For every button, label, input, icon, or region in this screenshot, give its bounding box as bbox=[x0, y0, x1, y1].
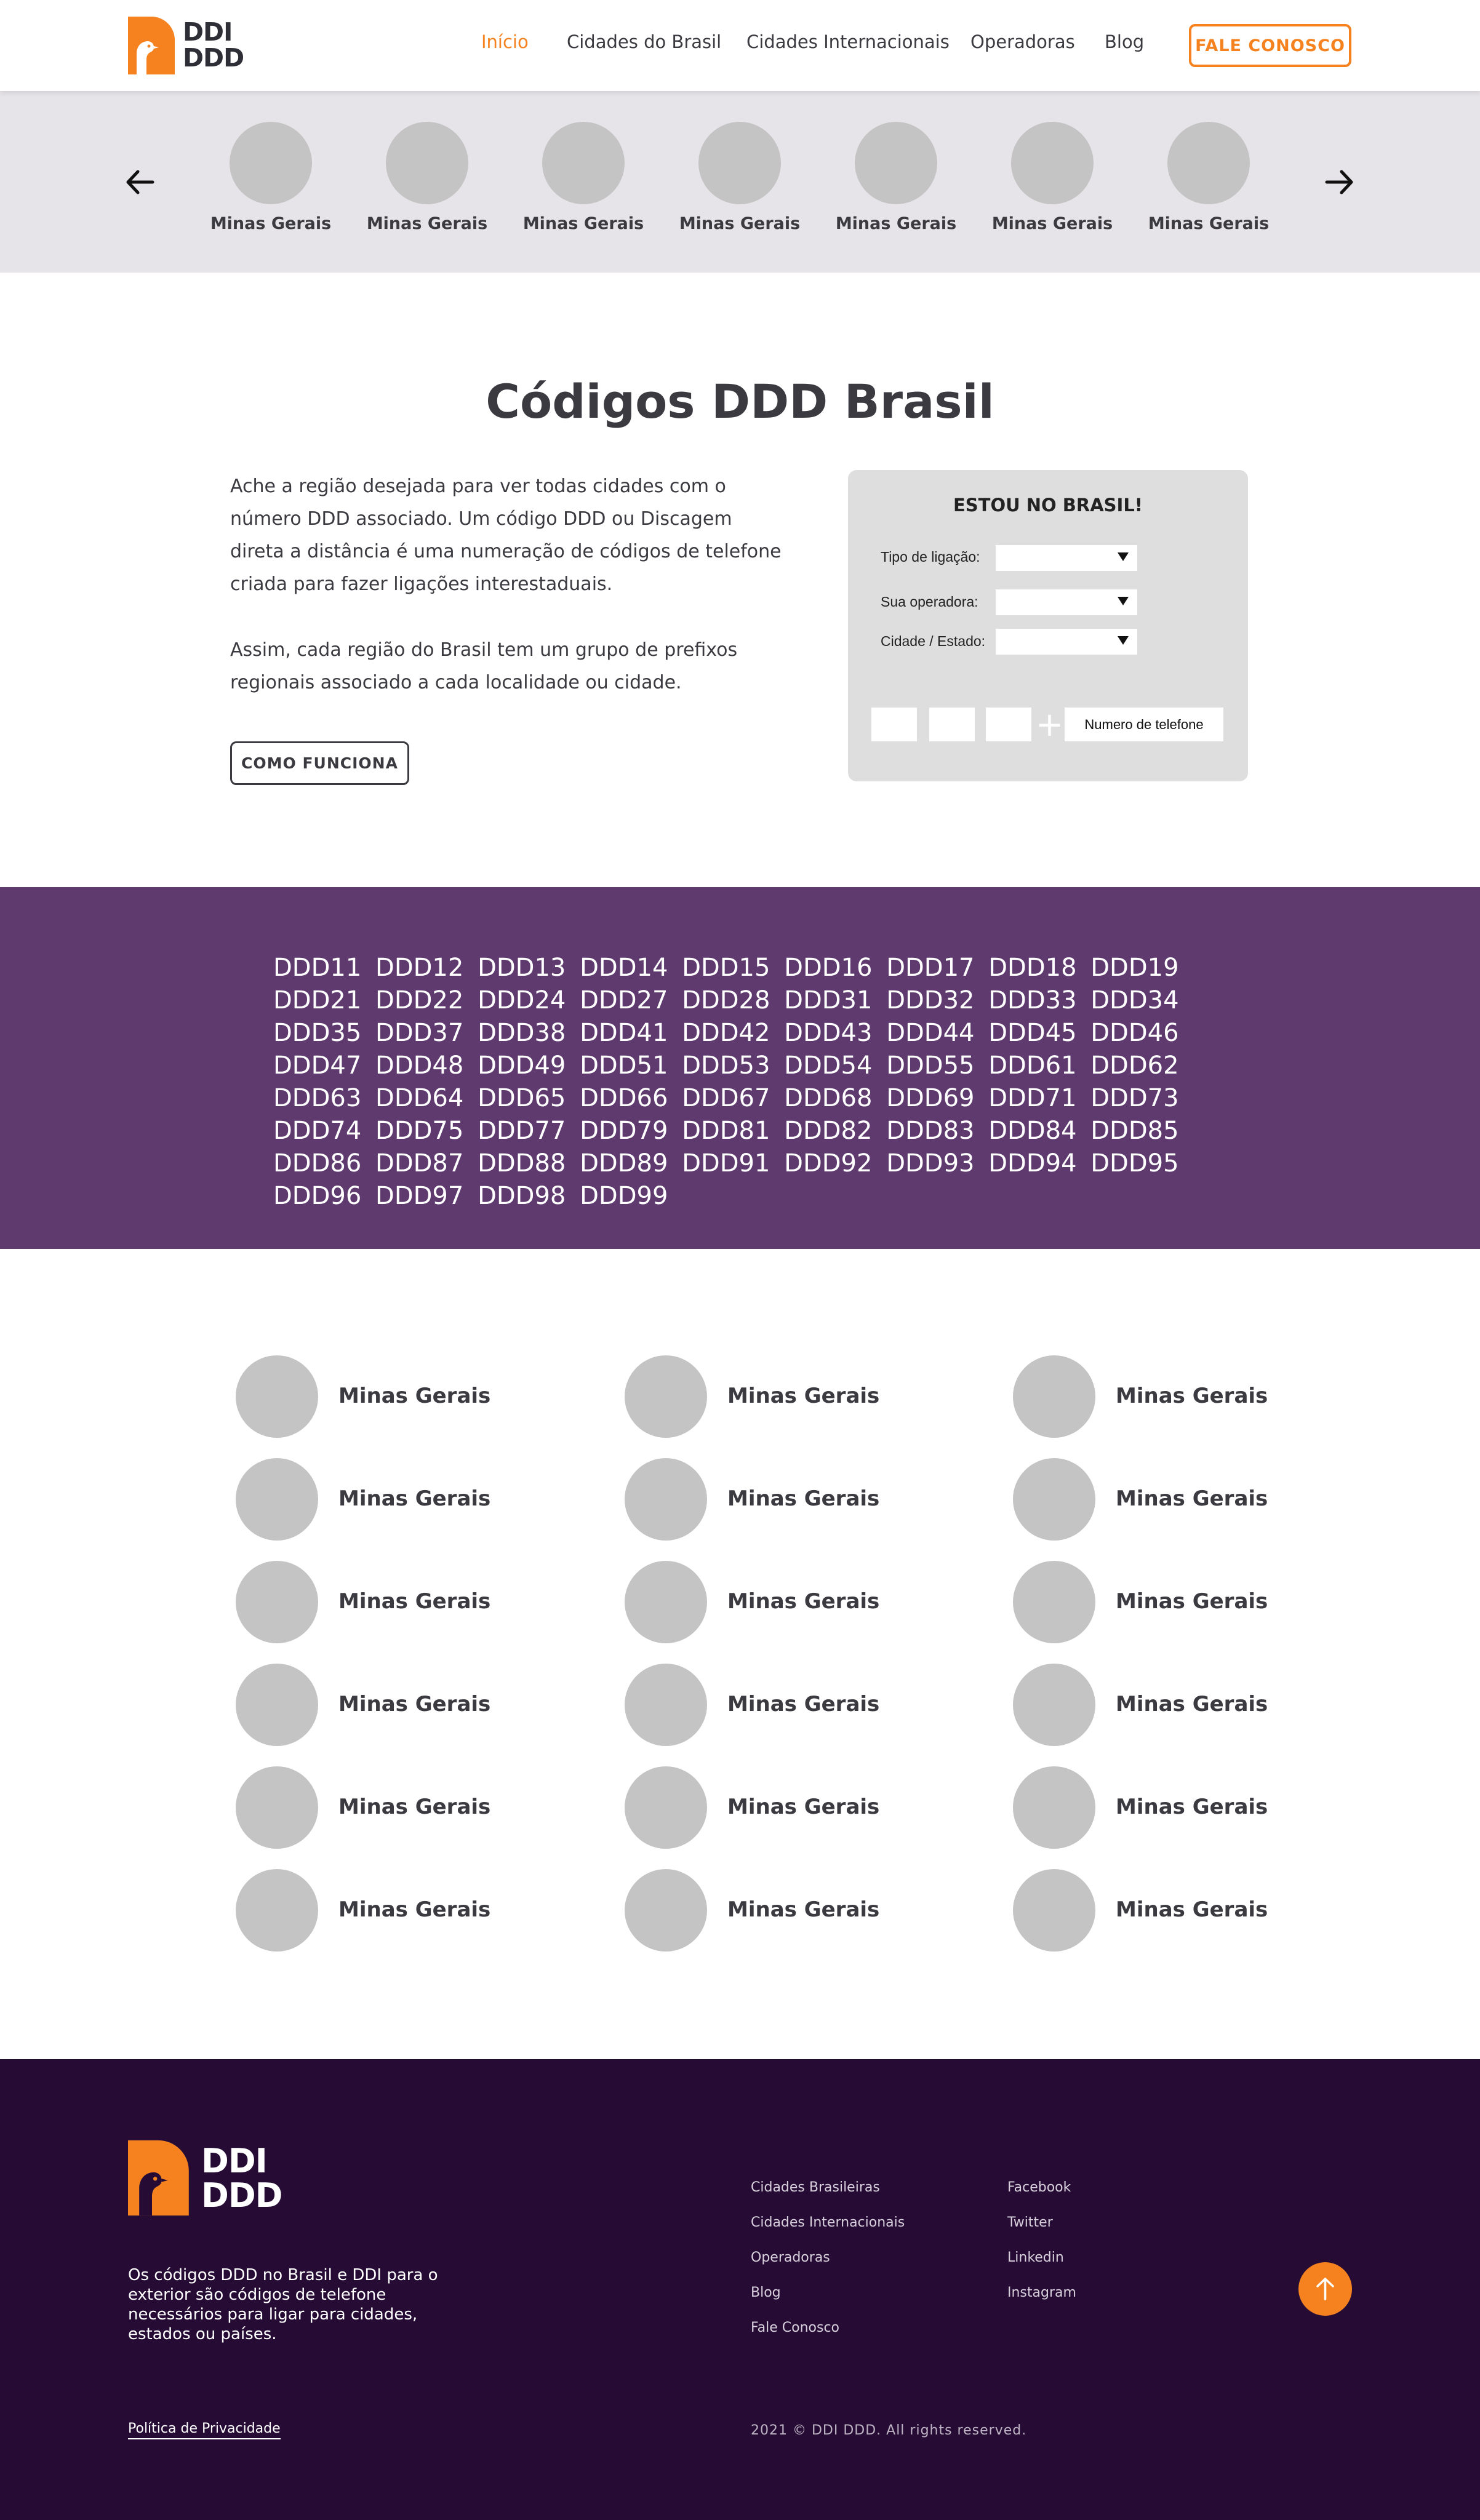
ddd-code-link[interactable]: DDD12 bbox=[375, 954, 464, 982]
ddd-code-link[interactable]: DDD13 bbox=[478, 954, 566, 982]
ddd-code-link[interactable]: DDD19 bbox=[1090, 954, 1179, 982]
ddd-code-link[interactable]: DDD62 bbox=[1090, 1051, 1179, 1080]
nav-cidades-brasil[interactable]: Cidades do Brasil bbox=[567, 31, 722, 52]
footer-link-twitter[interactable]: Twitter bbox=[1007, 2215, 1053, 2230]
state-grid-label: Minas Gerais bbox=[1116, 1795, 1268, 1819]
ddd-code-link[interactable]: DDD17 bbox=[886, 954, 975, 982]
ddd-code-link[interactable]: DDD81 bbox=[682, 1117, 770, 1145]
ddd-code-link[interactable]: DDD42 bbox=[682, 1019, 770, 1047]
carousel-item-label: Minas Gerais bbox=[991, 214, 1113, 233]
ddd-code-link[interactable]: DDD79 bbox=[580, 1117, 668, 1145]
ddd-code-link[interactable]: DDD33 bbox=[988, 986, 1077, 1015]
carousel-item[interactable] bbox=[834, 122, 958, 233]
state-image bbox=[386, 122, 468, 204]
logo[interactable] bbox=[128, 17, 242, 74]
ddd-code-link[interactable]: DDD37 bbox=[375, 1019, 464, 1047]
carousel-item-label: Minas Gerais bbox=[366, 214, 488, 233]
ddd-code-link[interactable]: DDD97 bbox=[375, 1182, 464, 1210]
carousel-item[interactable] bbox=[209, 122, 332, 233]
carousel-item[interactable] bbox=[1147, 122, 1270, 233]
state-image bbox=[625, 1869, 707, 1952]
dropdown-arrow-icon bbox=[1118, 636, 1129, 645]
footer-link-cidades-internacionais[interactable]: Cidades Internacionais bbox=[751, 2215, 905, 2230]
how-it-works-button[interactable]: COMO FUNCIONA bbox=[230, 741, 409, 785]
intro-paragraph: Ache a região desejada para ver todas cidades com o número DDD associado. Um código DDD ou Discagem direta a distância é uma numeração de códigos de telefone criada para fazer ligações interestaduais. bbox=[230, 476, 782, 595]
logo-text: DDI DDD bbox=[183, 17, 244, 73]
state-grid-label: Minas Gerais bbox=[338, 1692, 491, 1717]
state-grid-label: Minas Gerais bbox=[1116, 1692, 1268, 1717]
state-image bbox=[542, 122, 625, 204]
ddd-code-link[interactable]: DDD46 bbox=[1090, 1019, 1179, 1047]
phone-number-input[interactable]: Numero de telefone bbox=[1065, 708, 1223, 741]
country-code-input[interactable] bbox=[871, 708, 917, 741]
state-grid-item[interactable] bbox=[625, 1766, 969, 1849]
state-grid-item[interactable] bbox=[1013, 1561, 1358, 1643]
state-grid-label: Minas Gerais bbox=[338, 1795, 491, 1819]
ddd-code-link[interactable]: DDD95 bbox=[1090, 1149, 1179, 1178]
ddd-code-link[interactable]: DDD34 bbox=[1090, 986, 1179, 1015]
state-grid-label: Minas Gerais bbox=[727, 1384, 880, 1408]
states-carousel bbox=[0, 91, 1480, 273]
ddd-code-link[interactable]: DDD55 bbox=[886, 1051, 975, 1080]
ddd-code-link[interactable]: DDD96 bbox=[273, 1182, 362, 1210]
ddd-code-link[interactable]: DDD21 bbox=[273, 986, 362, 1015]
page-title: Códigos DDD Brasil bbox=[486, 374, 994, 429]
form-title: ESTOU NO BRASIL! bbox=[953, 495, 1143, 516]
ddd-code-link[interactable]: DDD89 bbox=[580, 1149, 668, 1178]
ddd-code-link[interactable]: DDD18 bbox=[988, 954, 1077, 982]
arrow-right-icon[interactable] bbox=[1324, 164, 1355, 201]
state-image bbox=[236, 1355, 318, 1438]
ddd-code-link[interactable]: DDD28 bbox=[682, 986, 770, 1015]
state-image bbox=[855, 122, 937, 204]
carousel-item-label: Minas Gerais bbox=[1148, 214, 1270, 233]
ddd-code-link[interactable]: DDD82 bbox=[784, 1117, 873, 1145]
nav-inicio[interactable]: Início bbox=[481, 31, 529, 52]
nav-cidades-internacionais[interactable]: Cidades Internacionais bbox=[746, 31, 950, 52]
state-grid-item[interactable] bbox=[236, 1355, 580, 1438]
bird-logo-icon bbox=[128, 17, 177, 74]
ddd-code-link[interactable]: DDD99 bbox=[580, 1182, 668, 1210]
operator-select[interactable] bbox=[996, 589, 1137, 615]
footer-logo-text: DDI DDD bbox=[201, 2142, 282, 2215]
state-grid-item[interactable] bbox=[1013, 1458, 1358, 1541]
nav-operadoras[interactable]: Operadoras bbox=[970, 31, 1075, 52]
site-footer bbox=[0, 2059, 1480, 2520]
dropdown-arrow-icon bbox=[1118, 552, 1129, 561]
ddd-code-link[interactable]: DDD27 bbox=[580, 986, 668, 1015]
state-image bbox=[625, 1664, 707, 1746]
carousel-item[interactable] bbox=[991, 122, 1114, 233]
state-grid-label: Minas Gerais bbox=[1116, 1384, 1268, 1408]
operator-code-input[interactable] bbox=[929, 708, 975, 741]
ddd-code-link[interactable]: DDD67 bbox=[682, 1084, 770, 1112]
state-grid-label: Minas Gerais bbox=[727, 1692, 880, 1717]
area-code-input[interactable] bbox=[986, 708, 1031, 741]
state-image bbox=[236, 1664, 318, 1746]
state-grid-label: Minas Gerais bbox=[338, 1384, 491, 1408]
carousel-item-label: Minas Gerais bbox=[522, 214, 644, 233]
footer-link-linkedin[interactable]: Linkedin bbox=[1007, 2250, 1064, 2265]
state-image bbox=[1013, 1355, 1095, 1438]
state-image bbox=[1013, 1766, 1095, 1849]
ddd-code-link[interactable]: DDD44 bbox=[886, 1019, 975, 1047]
footer-link-cidades-brasileiras[interactable]: Cidades Brasileiras bbox=[751, 2180, 880, 2195]
ddd-code-link[interactable]: DDD45 bbox=[988, 1019, 1077, 1047]
footer-logo[interactable] bbox=[128, 2139, 282, 2217]
ddd-code-link[interactable]: DDD85 bbox=[1090, 1117, 1179, 1145]
ddd-code-link[interactable]: DDD15 bbox=[682, 954, 770, 982]
state-image bbox=[1167, 122, 1250, 204]
state-image bbox=[698, 122, 781, 204]
state-grid-item[interactable] bbox=[625, 1664, 969, 1746]
contact-button[interactable]: FALE CONOSCO bbox=[1189, 24, 1351, 67]
state-grid-item[interactable] bbox=[1013, 1869, 1358, 1952]
state-grid-label: Minas Gerais bbox=[727, 1897, 880, 1922]
carousel-item-label: Minas Gerais bbox=[835, 214, 957, 233]
intro-paragraph-2: Assim, cada região do Brasil tem um grupo de prefixos regionais associado a cada localidade ou cidade. bbox=[230, 639, 738, 693]
state-grid-label: Minas Gerais bbox=[727, 1795, 880, 1819]
state-grid-item[interactable] bbox=[236, 1869, 580, 1952]
ddd-code-link[interactable]: DDD43 bbox=[784, 1019, 873, 1047]
ddd-code-link[interactable]: DDD74 bbox=[273, 1117, 362, 1145]
ddd-code-link[interactable]: DDD16 bbox=[784, 954, 873, 982]
ddd-code-link[interactable]: DDD83 bbox=[886, 1117, 975, 1145]
ddd-code-link[interactable]: DDD73 bbox=[1090, 1084, 1179, 1112]
state-grid-label: Minas Gerais bbox=[1116, 1589, 1268, 1614]
ddd-code-link[interactable]: DDD94 bbox=[988, 1149, 1077, 1178]
bird-logo-icon bbox=[128, 2139, 192, 2217]
footer-link-blog[interactable]: Blog bbox=[751, 2285, 781, 2300]
state-grid-label: Minas Gerais bbox=[338, 1897, 491, 1922]
state-grid-item[interactable] bbox=[1013, 1766, 1358, 1849]
ddd-code-link[interactable]: DDD48 bbox=[375, 1051, 464, 1080]
ddd-code-link[interactable]: DDD35 bbox=[273, 1019, 362, 1047]
state-grid-item[interactable] bbox=[625, 1355, 969, 1438]
carousel-item[interactable] bbox=[522, 122, 645, 233]
carousel-item-label: Minas Gerais bbox=[679, 214, 801, 233]
state-grid-label: Minas Gerais bbox=[727, 1486, 880, 1511]
ddd-codes-section bbox=[0, 887, 1480, 1249]
arrow-up-icon bbox=[1298, 2262, 1352, 2316]
ddd-code-link[interactable]: DDD64 bbox=[375, 1084, 464, 1112]
call-form-panel bbox=[848, 470, 1248, 781]
site-header bbox=[0, 0, 1480, 91]
ddd-code-link[interactable]: DDD69 bbox=[886, 1084, 975, 1112]
ddd-code-list bbox=[273, 952, 1233, 1213]
state-grid-item[interactable] bbox=[236, 1766, 580, 1849]
carousel-item-label: Minas Gerais bbox=[210, 214, 332, 233]
ddd-code-link[interactable]: DDD22 bbox=[375, 986, 464, 1015]
ddd-code-link[interactable]: DDD53 bbox=[682, 1051, 770, 1080]
ddd-code-link[interactable]: DDD91 bbox=[682, 1149, 770, 1178]
ddd-code-link[interactable]: DDD47 bbox=[273, 1051, 362, 1080]
footer-link-instagram[interactable]: Instagram bbox=[1007, 2285, 1076, 2300]
state-grid-item[interactable] bbox=[625, 1561, 969, 1643]
state-grid-item[interactable] bbox=[625, 1869, 969, 1952]
ddd-code-link[interactable]: DDD51 bbox=[580, 1051, 668, 1080]
ddd-code-link[interactable]: DDD88 bbox=[478, 1149, 566, 1178]
state-image bbox=[1013, 1869, 1095, 1952]
call-type-select[interactable] bbox=[996, 545, 1137, 571]
ddd-code-link[interactable]: DDD92 bbox=[784, 1149, 873, 1178]
ddd-code-link[interactable]: DDD24 bbox=[478, 986, 566, 1015]
ddd-code-link[interactable]: DDD93 bbox=[886, 1149, 975, 1178]
ddd-code-link[interactable]: DDD31 bbox=[784, 986, 873, 1015]
state-grid-label: Minas Gerais bbox=[338, 1589, 491, 1614]
nav-blog[interactable]: Blog bbox=[1105, 31, 1145, 52]
state-grid-item[interactable] bbox=[236, 1561, 580, 1643]
state-image bbox=[236, 1766, 318, 1849]
ddd-code-link[interactable]: DDD54 bbox=[784, 1051, 873, 1080]
state-image bbox=[1013, 1561, 1095, 1643]
ddd-code-link[interactable]: DDD65 bbox=[478, 1084, 566, 1112]
state-image bbox=[1013, 1458, 1095, 1541]
back-to-top-button[interactable] bbox=[1298, 2262, 1352, 2316]
state-grid-item[interactable] bbox=[236, 1664, 580, 1746]
ddd-code-link[interactable]: DDD63 bbox=[273, 1084, 362, 1112]
footer-link-operadoras[interactable]: Operadoras bbox=[751, 2250, 830, 2265]
ddd-code-link[interactable]: DDD38 bbox=[478, 1019, 566, 1047]
ddd-code-link[interactable]: DDD98 bbox=[478, 1182, 566, 1210]
state-image bbox=[230, 122, 312, 204]
ddd-code-link[interactable]: DDD49 bbox=[478, 1051, 566, 1080]
operator-label: Sua operadora: bbox=[881, 594, 978, 610]
state-image bbox=[236, 1869, 318, 1952]
state-grid-item[interactable] bbox=[236, 1458, 580, 1541]
ddd-code-link[interactable]: DDD77 bbox=[478, 1117, 566, 1145]
footer-link-facebook[interactable]: Facebook bbox=[1007, 2180, 1071, 2195]
state-image bbox=[1011, 122, 1094, 204]
carousel-item[interactable] bbox=[678, 122, 801, 233]
city-select[interactable] bbox=[996, 629, 1137, 655]
footer-description: Os códigos DDD no Brasil e DDI para o exterior são códigos de telefone necessários para ligar para cidades, estados ou países. bbox=[128, 2266, 438, 2343]
plus-icon: + bbox=[1035, 705, 1064, 744]
state-grid-label: Minas Gerais bbox=[1116, 1486, 1268, 1511]
ddd-code-link[interactable]: DDD41 bbox=[580, 1019, 668, 1047]
footer-link-fale-conosco[interactable]: Fale Conosco bbox=[751, 2320, 839, 2335]
state-image bbox=[236, 1561, 318, 1643]
state-image bbox=[236, 1458, 318, 1541]
state-image bbox=[625, 1766, 707, 1849]
dropdown-arrow-icon bbox=[1118, 597, 1129, 605]
arrow-left-icon[interactable] bbox=[124, 164, 155, 201]
ddd-code-link[interactable]: DDD11 bbox=[273, 954, 362, 982]
state-image bbox=[625, 1561, 707, 1643]
state-grid-item[interactable] bbox=[1013, 1355, 1358, 1438]
ddd-code-link[interactable]: DDD86 bbox=[273, 1149, 362, 1178]
ddd-code-link[interactable]: DDD87 bbox=[375, 1149, 464, 1178]
ddd-code-link[interactable]: DDD32 bbox=[886, 986, 975, 1015]
city-label: Cidade / Estado: bbox=[881, 633, 986, 649]
ddd-code-link[interactable]: DDD71 bbox=[988, 1084, 1077, 1112]
ddd-code-link[interactable]: DDD14 bbox=[580, 954, 668, 982]
carousel-item[interactable] bbox=[366, 122, 489, 233]
state-grid-label: Minas Gerais bbox=[727, 1589, 880, 1614]
state-image bbox=[1013, 1664, 1095, 1746]
call-type-label: Tipo de ligação: bbox=[881, 549, 980, 565]
state-image bbox=[625, 1355, 707, 1438]
ddd-code-link[interactable]: DDD66 bbox=[580, 1084, 668, 1112]
state-image bbox=[625, 1458, 707, 1541]
state-grid-label: Minas Gerais bbox=[1116, 1897, 1268, 1922]
ddd-code-link[interactable]: DDD84 bbox=[988, 1117, 1077, 1145]
copyright-text: 2021 © DDI DDD. All rights reserved. bbox=[751, 2423, 1027, 2438]
ddd-code-link[interactable]: DDD61 bbox=[988, 1051, 1077, 1080]
state-grid-item[interactable] bbox=[1013, 1664, 1358, 1746]
privacy-policy-link[interactable]: Política de Privacidade bbox=[128, 2421, 281, 2439]
state-grid-label: Minas Gerais bbox=[338, 1486, 491, 1511]
ddd-code-link[interactable]: DDD68 bbox=[784, 1084, 873, 1112]
state-grid-item[interactable] bbox=[625, 1458, 969, 1541]
ddd-code-link[interactable]: DDD75 bbox=[375, 1117, 464, 1145]
